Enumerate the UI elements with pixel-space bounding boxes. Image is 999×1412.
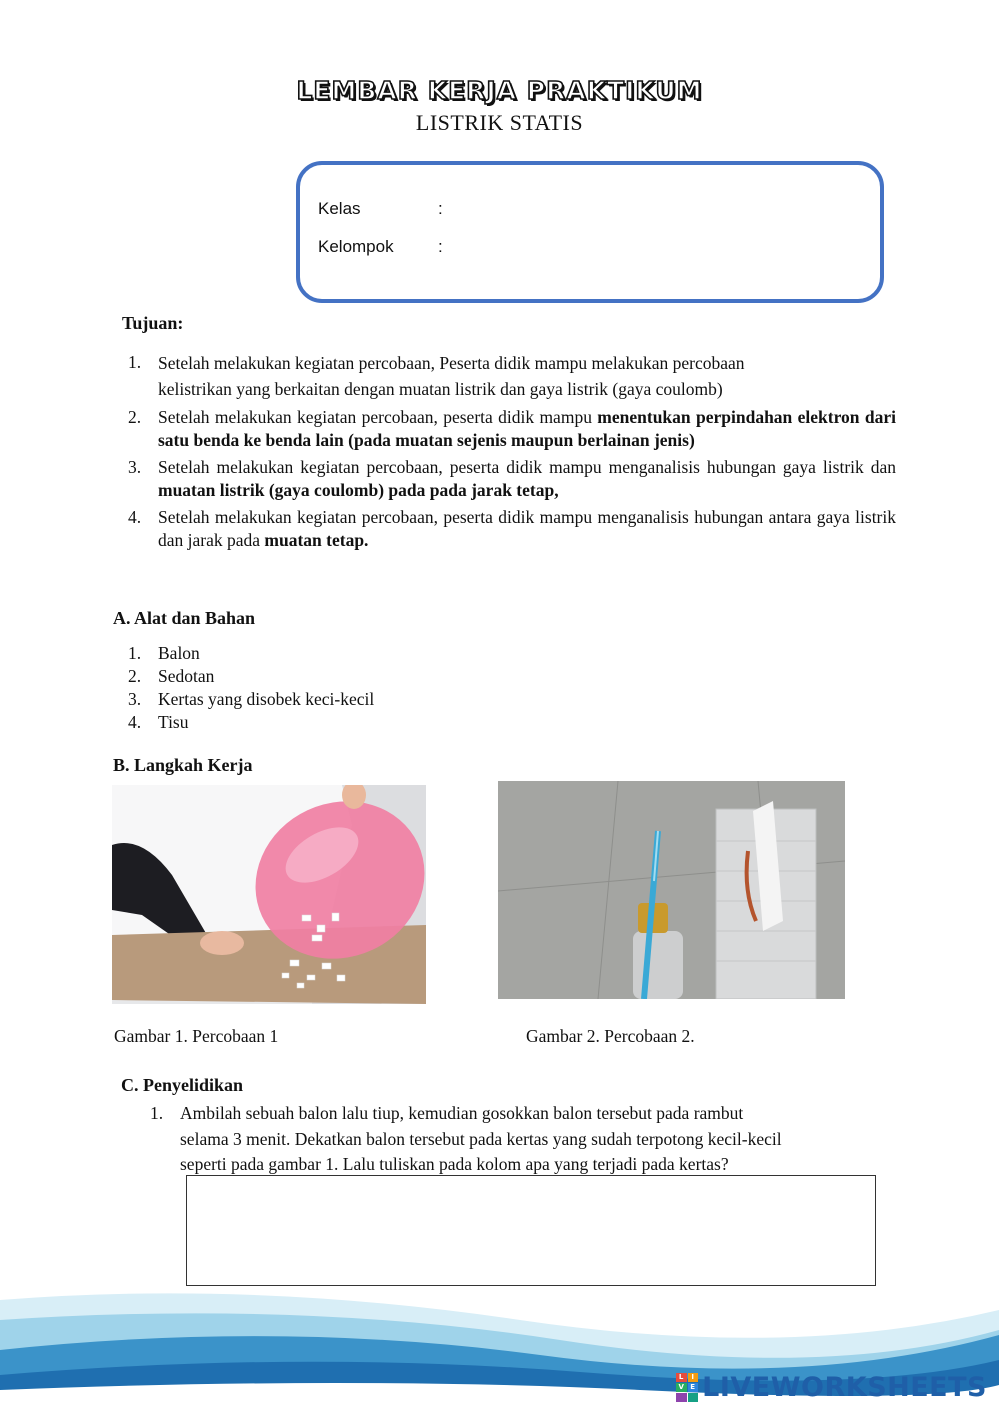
- worksheet-title: LEMBAR KERJA PRAKTIKUM: [296, 76, 703, 105]
- brand-text: LIVEWORKSHEETS: [702, 1372, 987, 1403]
- penyelidikan-item: 1. Ambilah sebuah balon lalu tiup, kemudian gosokkan balon tersebut pada rambut selama 3 menit. Dekatkan balon tersebut pada kertas yang sudah terpotong kecil-kecil seperti pada gambar 1. Lalu tuliskan pada kolom apa yang terjadi pada kertas?: [150, 1103, 782, 1174]
- list-item: 1. Balon: [128, 643, 200, 663]
- caption-gambar-2: Gambar 2. Percobaan 2.: [526, 1026, 695, 1046]
- kelas-label: Kelas: [318, 199, 361, 218]
- answer-box[interactable]: [186, 1175, 876, 1286]
- balloon-illustration: [112, 785, 426, 1004]
- balloon-photo: [112, 785, 426, 1004]
- straw-photo: [498, 781, 845, 999]
- liveworksheets-brand[interactable]: [676, 1372, 987, 1403]
- list-item: 1. Setelah melakukan kegiatan percobaan, Peserta didik mampu melakukan percobaan kelistrikan yang berkaitan dengan muatan listrik dan gaya listrik (gaya coulomb): [128, 352, 745, 399]
- tujuan-list: [124, 351, 896, 556]
- alat-heading: A. Alat dan Bahan: [113, 608, 256, 628]
- list-item: 2. Setelah melakukan kegiatan percobaan, peserta didik mampu menentukan perpindahan elektron dari satu benda ke benda lain (pada muatan sejenis maupun berlainan jenis): [128, 407, 896, 450]
- langkah-heading: B. Langkah Kerja: [113, 755, 253, 775]
- list-item: 2. Sedotan: [128, 666, 215, 686]
- list-item: 3. Kertas yang disobek keci-kecil: [128, 689, 375, 709]
- tujuan-heading: Tujuan:: [122, 313, 184, 333]
- kelas-colon: :: [438, 199, 443, 218]
- kelompok-label: Kelompok: [318, 237, 394, 256]
- caption-gambar-1: Gambar 1. Percobaan 1: [114, 1026, 279, 1046]
- straw-illustration: [498, 781, 845, 999]
- penyelidikan-heading: C. Penyelidikan: [121, 1075, 244, 1095]
- liveworksheets-logo-icon: L I V E: [676, 1373, 698, 1403]
- worksheet-subtitle: LISTRIK STATIS: [415, 110, 584, 135]
- kelompok-colon: :: [438, 237, 443, 256]
- alat-list: [124, 642, 524, 734]
- list-item: 4. Tisu: [128, 712, 189, 732]
- identity-box: [296, 161, 884, 303]
- list-item: 4. Setelah melakukan kegiatan percobaan, peserta didik mampu menganalisis hubungan antara gaya listrik dan jarak pada muatan tetap.: [128, 507, 896, 550]
- list-item: 3. Setelah melakukan kegiatan percobaan, peserta didik mampu menganalisis hubungan gaya listrik dan muatan listrik (gaya coulomb) pada pada jarak tetap,: [128, 457, 896, 500]
